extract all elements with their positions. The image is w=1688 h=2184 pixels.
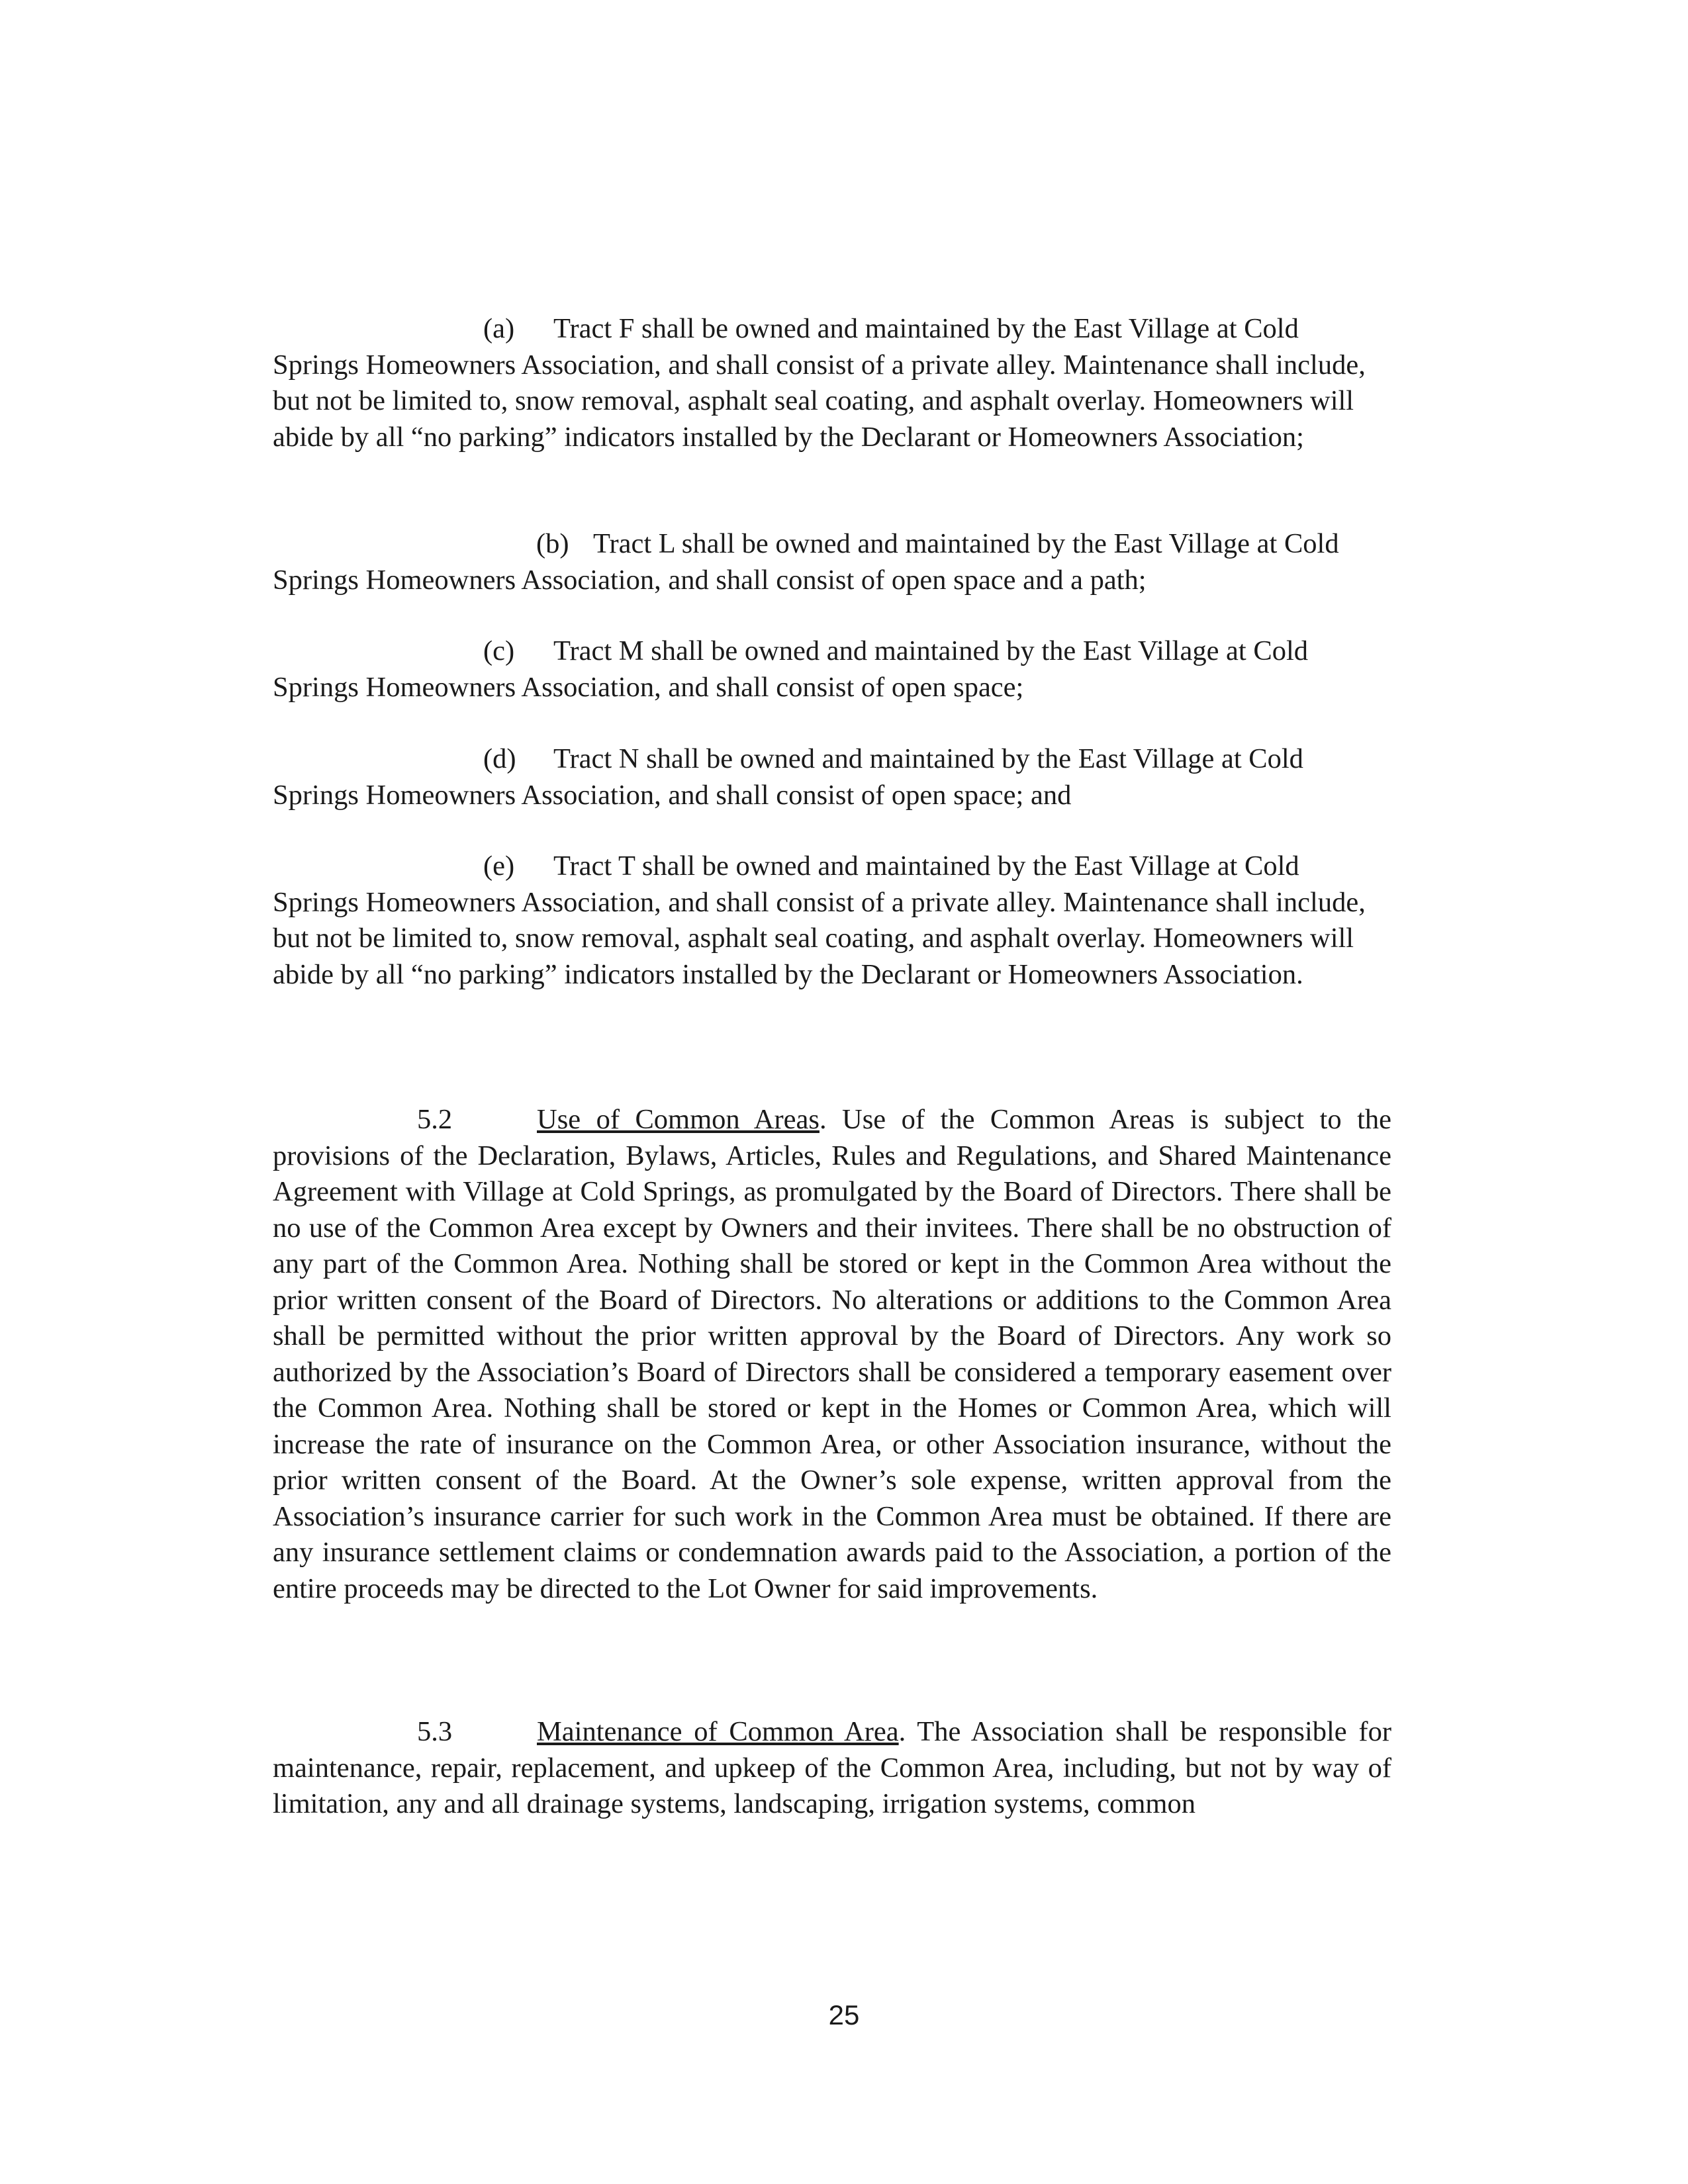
tract-paragraph-a (273, 311, 1391, 455)
tract-text: Springs Homeowners Association, and shall consist of a private alley. Maintenance shall include, but not be limited to, snow removal, asphalt seal coating, and asphalt overlay. Homeowners will abide by all “no parking” indicators installed by the Declarant or Homeowners Association. (273, 886, 1366, 990)
tract-label: (a) (483, 313, 515, 344)
tract-text: Springs Homeowners Association, and shall consist of open space and a path; (273, 564, 1147, 596)
tract-text: Springs Homeowners Association, and shall consist of open space; and (273, 779, 1072, 811)
tract-paragraph-c (273, 633, 1391, 705)
section-number: 5.2 (417, 1104, 453, 1135)
tract-text: Springs Homeowners Association, and shall consist of a private alley. Maintenance shall include, but not be limited to, snow removal, asphalt seal coating, and asphalt overlay. Homeowners will abide by all “no parking” indicators installed by the Declarant or Homeowners Association; (273, 349, 1366, 453)
tract-label: (b) (536, 528, 569, 559)
tract-paragraph-e (273, 848, 1391, 993)
tract-first-line: Tract T shall be owned and maintained by the East Village at Cold (553, 850, 1299, 882)
tract-paragraph-d (273, 741, 1391, 813)
tract-first-line: Tract M shall be owned and maintained by the East Village at Cold (553, 635, 1309, 666)
tract-text: Springs Homeowners Association, and shall consist of open space; (273, 671, 1024, 703)
tract-label: (d) (483, 743, 516, 774)
section-heading: Maintenance of Common Area (537, 1716, 899, 1747)
section-5-3-paragraph (273, 1714, 1391, 1823)
tract-label: (e) (483, 850, 515, 882)
section-body: . The Association shall be responsible for maintenance, repair, replacement, and upkeep of the Common Area, including, but not by way of limitation, any and all drainage systems, landscaping, irrigation systems, common (273, 1716, 1391, 1819)
section-body: . Use of the Common Areas is subject to the provisions of the Declaration, Bylaws, Articles, Rules and Regulations, and Shared Maintenance Agreement with Village at Cold Springs, as promulgated by the Board of Directors. There shall be no use of the Common Area except by Owners and their invitees. There shall be no obstruction of any part of the Common Area. Nothing shall be stored or kept in the Common Area without the prior written consent of the Board of Directors. No alterations or additions to the Common Area shall be permitted without the prior written approval by the Board of Directors. Any work so authorized by the Association’s Board of Directors shall be considered a temporary easement over the Common Area. Nothing shall be stored or kept in the Homes or Common Area, which will increase the rate of insurance on the Common Area, or other Association insurance, without the prior written consent of the Board. At the Owner’s sole expense, written approval from the Association’s insurance carrier for such work in the Common Area must be obtained. If there are any insurance settlement claims or condemnation awards paid to the Association, a portion of the entire proceeds may be directed to the Lot Owner for said improvements. (273, 1104, 1392, 1604)
section-5-2-paragraph (273, 1102, 1391, 1607)
tract-first-line: Tract F shall be owned and maintained by the East Village at Cold (553, 313, 1299, 344)
tract-first-line: Tract N shall be owned and maintained by the East Village at Cold (553, 743, 1303, 774)
tract-first-line: Tract L shall be owned and maintained by the East Village at Cold (593, 528, 1339, 559)
section-heading: Use of Common Areas (537, 1104, 820, 1135)
page-number: 25 (828, 1999, 860, 2030)
tract-label: (c) (483, 635, 515, 666)
section-number: 5.3 (417, 1716, 453, 1747)
tract-paragraph-b (273, 526, 1391, 598)
